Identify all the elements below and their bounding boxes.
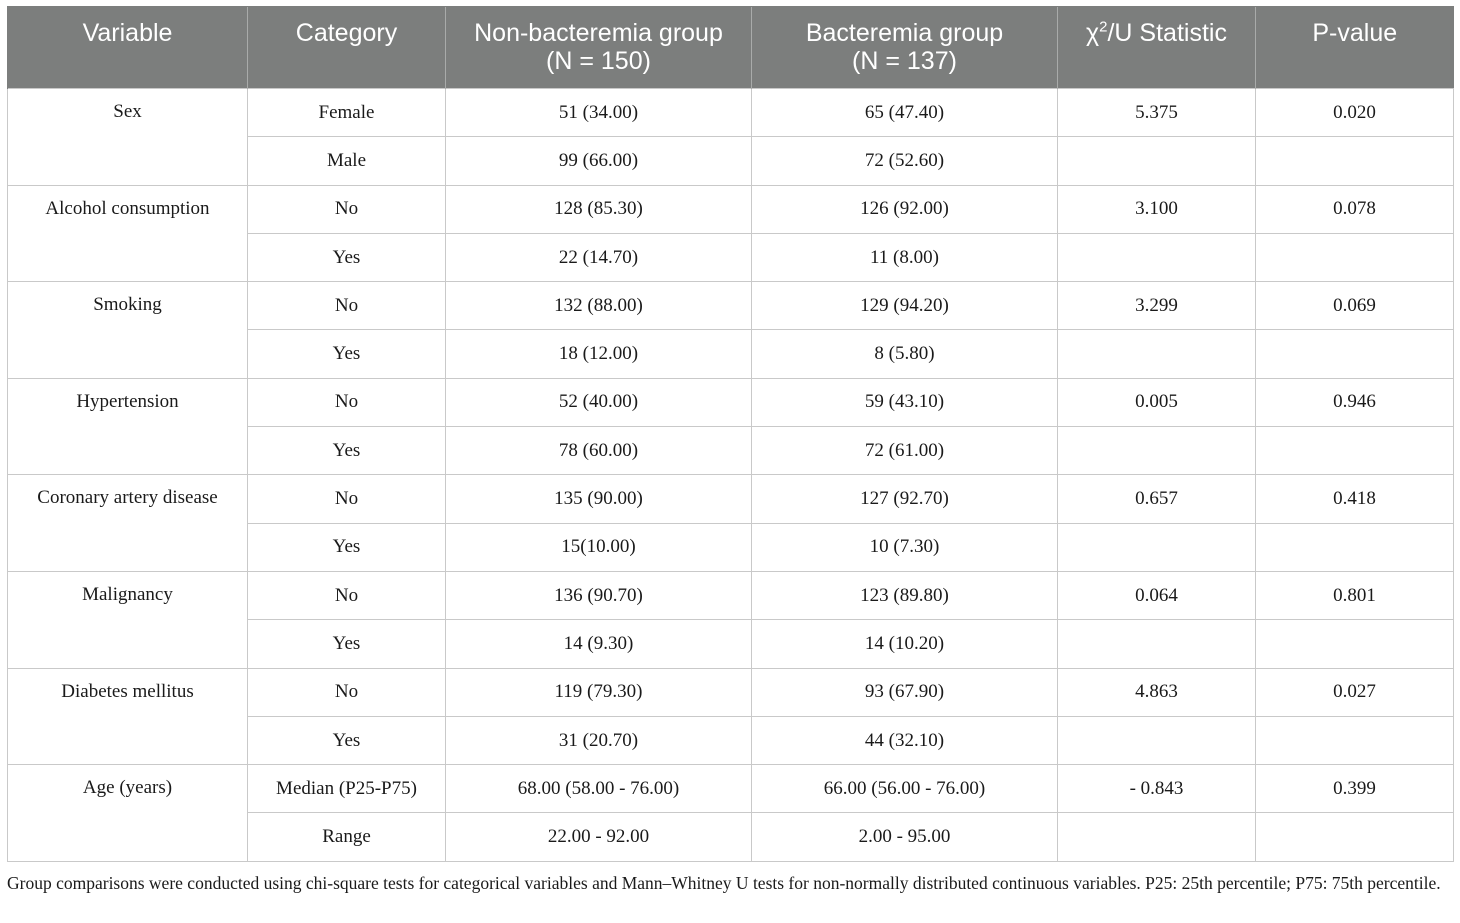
category-cell: No <box>248 378 446 426</box>
non-bacteremia-cell: 119 (79.30) <box>446 668 752 716</box>
variable-cell: Sex <box>8 89 248 186</box>
variable-cell: Age (years) <box>8 765 248 862</box>
table-row <box>8 571 1454 619</box>
table-row <box>8 89 1454 137</box>
table-row <box>8 378 1454 426</box>
pvalue-cell-empty <box>1256 620 1454 668</box>
header-statistic-superscript: 2 <box>1099 18 1108 36</box>
pvalue-cell: 0.069 <box>1256 282 1454 330</box>
non-bacteremia-cell: 52 (40.00) <box>446 378 752 426</box>
bacteremia-cell: 123 (89.80) <box>752 571 1058 619</box>
category-cell: No <box>248 571 446 619</box>
statistic-cell-empty <box>1058 233 1256 281</box>
pvalue-cell: 0.946 <box>1256 378 1454 426</box>
bacteremia-cell: 127 (92.70) <box>752 475 1058 523</box>
statistic-cell: 3.299 <box>1058 282 1256 330</box>
statistic-cell-empty <box>1058 137 1256 185</box>
non-bacteremia-cell: 22 (14.70) <box>446 233 752 281</box>
category-cell: Yes <box>248 427 446 475</box>
statistic-cell-empty <box>1058 523 1256 571</box>
header-pvalue <box>1256 7 1454 89</box>
header-pvalue-label: P-value <box>1312 19 1398 47</box>
pvalue-cell-empty <box>1256 137 1454 185</box>
category-cell: Median (P25-P75) <box>248 765 446 813</box>
variable-cell: Smoking <box>8 282 248 379</box>
category-cell: Yes <box>248 330 446 378</box>
pvalue-cell-empty <box>1256 716 1454 764</box>
statistic-cell-empty <box>1058 813 1256 861</box>
category-cell: Yes <box>248 233 446 281</box>
table-row <box>8 765 1454 813</box>
bacteremia-cell: 72 (61.00) <box>752 427 1058 475</box>
non-bacteremia-cell: 14 (9.30) <box>446 620 752 668</box>
bacteremia-cell: 65 (47.40) <box>752 89 1058 137</box>
non-bacteremia-cell: 99 (66.00) <box>446 137 752 185</box>
category-cell: Female <box>248 89 446 137</box>
header-bacteremia-n: (N = 137) <box>852 47 957 75</box>
table-row <box>8 185 1454 233</box>
pvalue-cell-empty <box>1256 233 1454 281</box>
pvalue-cell: 0.418 <box>1256 475 1454 523</box>
non-bacteremia-cell: 135 (90.00) <box>446 475 752 523</box>
statistic-cell: 0.657 <box>1058 475 1256 523</box>
pvalue-cell: 0.399 <box>1256 765 1454 813</box>
statistic-cell: 3.100 <box>1058 185 1256 233</box>
statistic-cell-empty <box>1058 427 1256 475</box>
non-bacteremia-cell: 31 (20.70) <box>446 716 752 764</box>
statistic-cell-empty <box>1058 330 1256 378</box>
header-non-bacteremia-n: (N = 150) <box>546 47 651 75</box>
category-cell: Range <box>248 813 446 861</box>
pvalue-cell-empty <box>1256 330 1454 378</box>
non-bacteremia-cell: 18 (12.00) <box>446 330 752 378</box>
pvalue-cell-empty <box>1256 523 1454 571</box>
bacteremia-cell: 93 (67.90) <box>752 668 1058 716</box>
category-cell: No <box>248 475 446 523</box>
non-bacteremia-cell: 51 (34.00) <box>446 89 752 137</box>
bacteremia-cell: 66.00 (56.00 - 76.00) <box>752 765 1058 813</box>
header-statistic-chi: χ <box>1086 19 1100 47</box>
statistic-cell: 0.064 <box>1058 571 1256 619</box>
statistic-cell: 5.375 <box>1058 89 1256 137</box>
table-row <box>8 668 1454 716</box>
header-row <box>8 7 1454 89</box>
header-variable-label: Variable <box>82 19 173 47</box>
statistic-cell-empty <box>1058 620 1256 668</box>
data-table-container <box>7 6 1453 862</box>
bacteremia-cell: 14 (10.20) <box>752 620 1058 668</box>
statistic-cell: 0.005 <box>1058 378 1256 426</box>
bacteremia-cell: 11 (8.00) <box>752 233 1058 281</box>
header-bacteremia <box>752 7 1058 89</box>
statistic-cell-empty <box>1058 716 1256 764</box>
table-body <box>8 89 1454 862</box>
header-bacteremia-title: Bacteremia group <box>805 19 1004 47</box>
non-bacteremia-cell: 68.00 (58.00 - 76.00) <box>446 765 752 813</box>
header-statistic-rest: /U Statistic <box>1107 19 1227 47</box>
variable-cell: Alcohol consumption <box>8 185 248 282</box>
comparison-table <box>7 6 1454 862</box>
category-cell: Yes <box>248 620 446 668</box>
pvalue-cell-empty <box>1256 813 1454 861</box>
non-bacteremia-cell: 15(10.00) <box>446 523 752 571</box>
category-cell: No <box>248 282 446 330</box>
bacteremia-cell: 72 (52.60) <box>752 137 1058 185</box>
bacteremia-cell: 8 (5.80) <box>752 330 1058 378</box>
category-cell: Male <box>248 137 446 185</box>
non-bacteremia-cell: 78 (60.00) <box>446 427 752 475</box>
pvalue-cell: 0.078 <box>1256 185 1454 233</box>
table-row <box>8 282 1454 330</box>
pvalue-cell: 0.020 <box>1256 89 1454 137</box>
bacteremia-cell: 10 (7.30) <box>752 523 1058 571</box>
category-cell: No <box>248 185 446 233</box>
bacteremia-cell: 129 (94.20) <box>752 282 1058 330</box>
non-bacteremia-cell: 136 (90.70) <box>446 571 752 619</box>
non-bacteremia-cell: 128 (85.30) <box>446 185 752 233</box>
pvalue-cell: 0.027 <box>1256 668 1454 716</box>
pvalue-cell-empty <box>1256 427 1454 475</box>
table-header <box>8 7 1454 89</box>
header-non-bacteremia-title: Non-bacteremia group <box>474 19 723 47</box>
header-category-label: Category <box>295 19 398 47</box>
header-category <box>248 7 446 89</box>
statistic-cell: 4.863 <box>1058 668 1256 716</box>
pvalue-cell: 0.801 <box>1256 571 1454 619</box>
variable-cell: Diabetes mellitus <box>8 668 248 765</box>
bacteremia-cell: 44 (32.10) <box>752 716 1058 764</box>
category-cell: No <box>248 668 446 716</box>
variable-cell: Hypertension <box>8 378 248 475</box>
table-row <box>8 475 1454 523</box>
header-variable <box>8 7 248 89</box>
bacteremia-cell: 2.00 - 95.00 <box>752 813 1058 861</box>
bacteremia-cell: 126 (92.00) <box>752 185 1058 233</box>
variable-cell: Coronary artery disease <box>8 475 248 572</box>
statistic-cell: - 0.843 <box>1058 765 1256 813</box>
header-non-bacteremia <box>446 7 752 89</box>
table-footnote: Group comparisons were conducted using chi-square tests for categorical variables and Mann–Whitney U tests for non-normally distributed continuous variables. P25: 25th percentile; P75: 75th percentile. <box>7 873 1441 893</box>
variable-cell: Malignancy <box>8 571 248 668</box>
non-bacteremia-cell: 22.00 - 92.00 <box>446 813 752 861</box>
category-cell: Yes <box>248 523 446 571</box>
header-statistic <box>1058 7 1256 89</box>
category-cell: Yes <box>248 716 446 764</box>
bacteremia-cell: 59 (43.10) <box>752 378 1058 426</box>
non-bacteremia-cell: 132 (88.00) <box>446 282 752 330</box>
